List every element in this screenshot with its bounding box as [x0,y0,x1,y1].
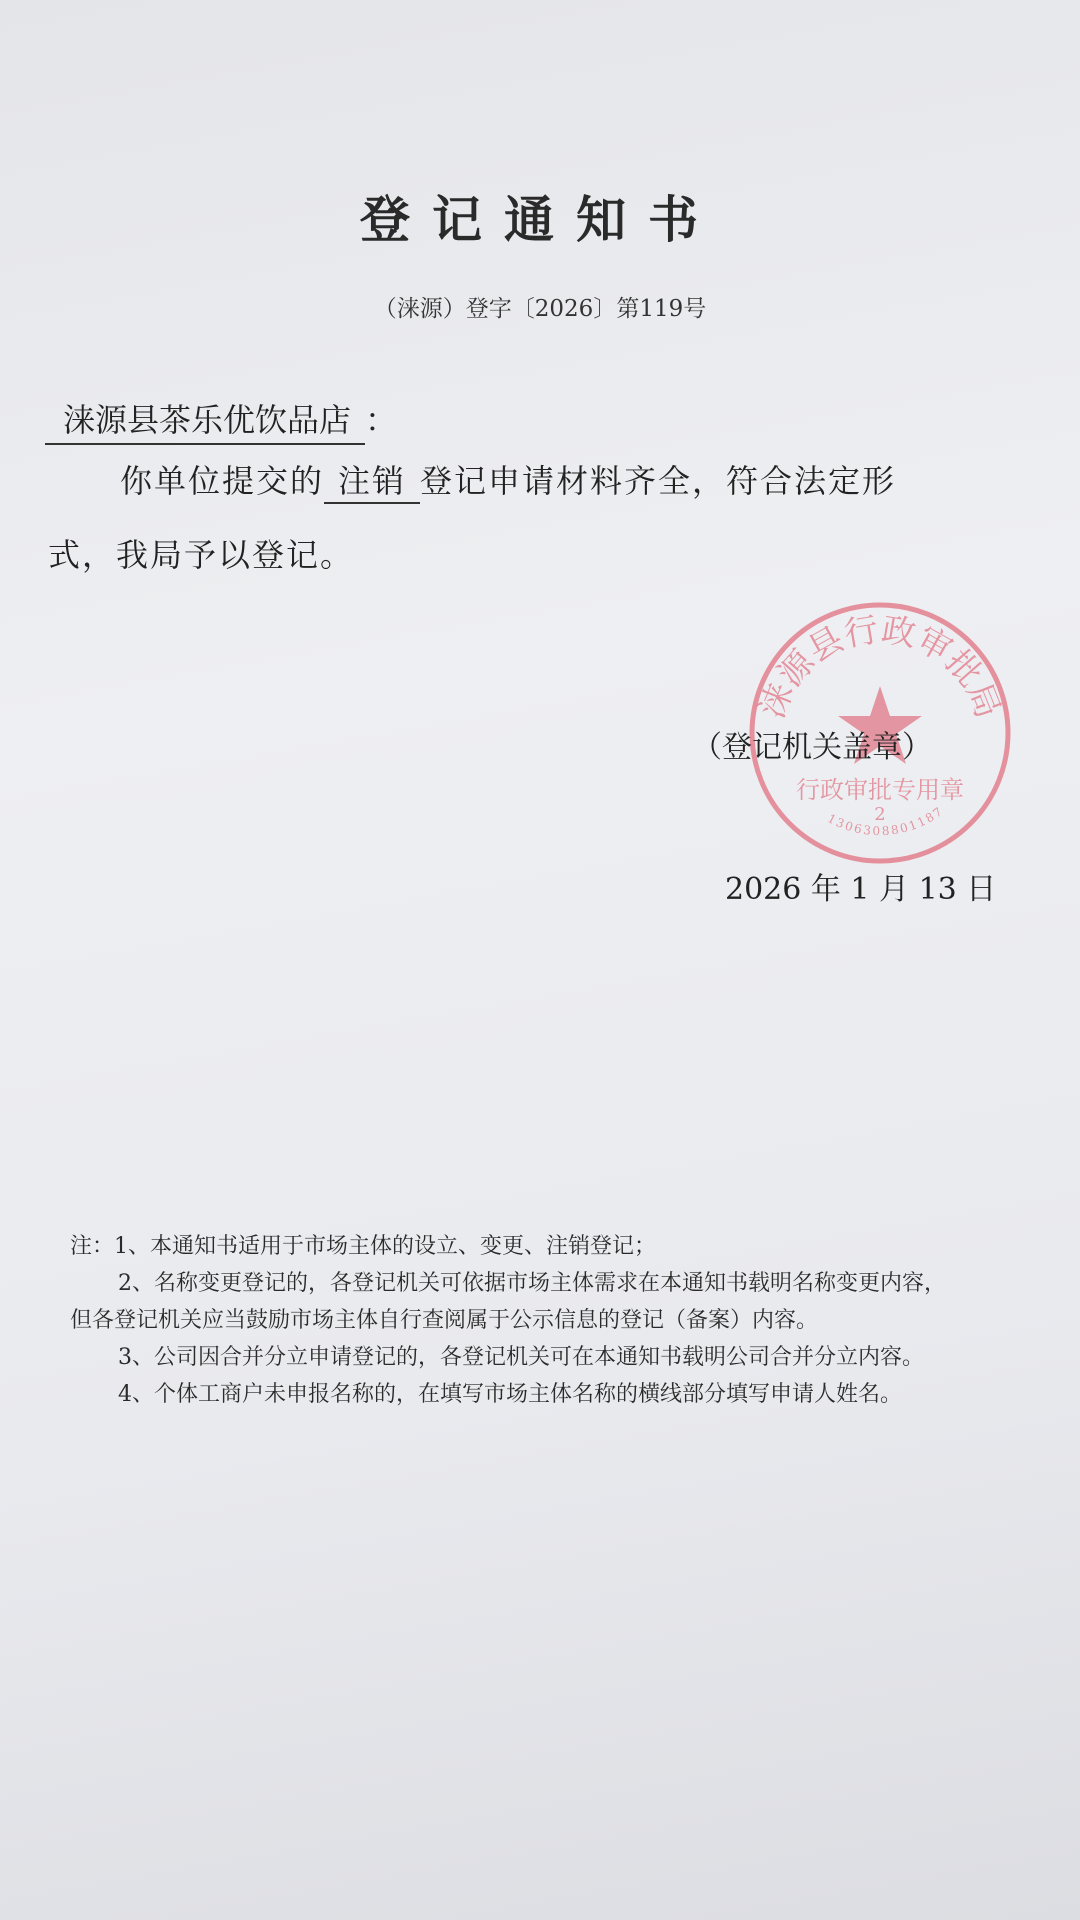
notes [70,1228,946,1413]
body-line-2: 式，我局予以登记。 [48,536,355,574]
seal-label: （登记机关盖章） [692,730,932,765]
company-name: 涞源县茶乐优饮品店 [45,395,365,445]
colon: ： [365,401,398,439]
addressee-line [45,395,397,445]
stamp-org-text: 涞源县行政审批局 [752,609,1008,724]
note-1: 注：1、本通知书适用于市场主体的设立、变更、注销登记； [70,1234,656,1259]
stamp-code: 1306308801187 [825,803,947,839]
issue-date: 2026 年 1 月 13 日 [725,872,997,907]
registration-type: 注销 [324,456,420,504]
body-prefix: 你单位提交的 [120,462,325,500]
body-line-1 [120,456,896,504]
note-3: 3、公司因合并分立申请登记的，各登记机关可在本通知书载明公司合并分立内容。 [118,1345,924,1370]
stamp-purpose: 行政审批专用章 [796,776,964,804]
body-suffix: 登记申请材料齐全，符合法定形 [420,462,897,500]
note-4: 4、个体工商户未申报名称的，在填写市场主体名称的横线部分填写申请人姓名。 [118,1382,902,1407]
note-2-cont: 但各登记机关应当鼓励市场主体自行查阅属于公示信息的登记（备案）内容。 [70,1308,819,1333]
stamp-number: 2 [874,804,886,825]
document-title: 登记通知书 [360,191,720,249]
note-2: 2、名称变更登记的，各登记机关可依据市场主体需求在本通知书载明名称变更内容， [118,1271,946,1296]
reference-number: （涞源）登字〔2026〕第119号 [373,296,707,322]
